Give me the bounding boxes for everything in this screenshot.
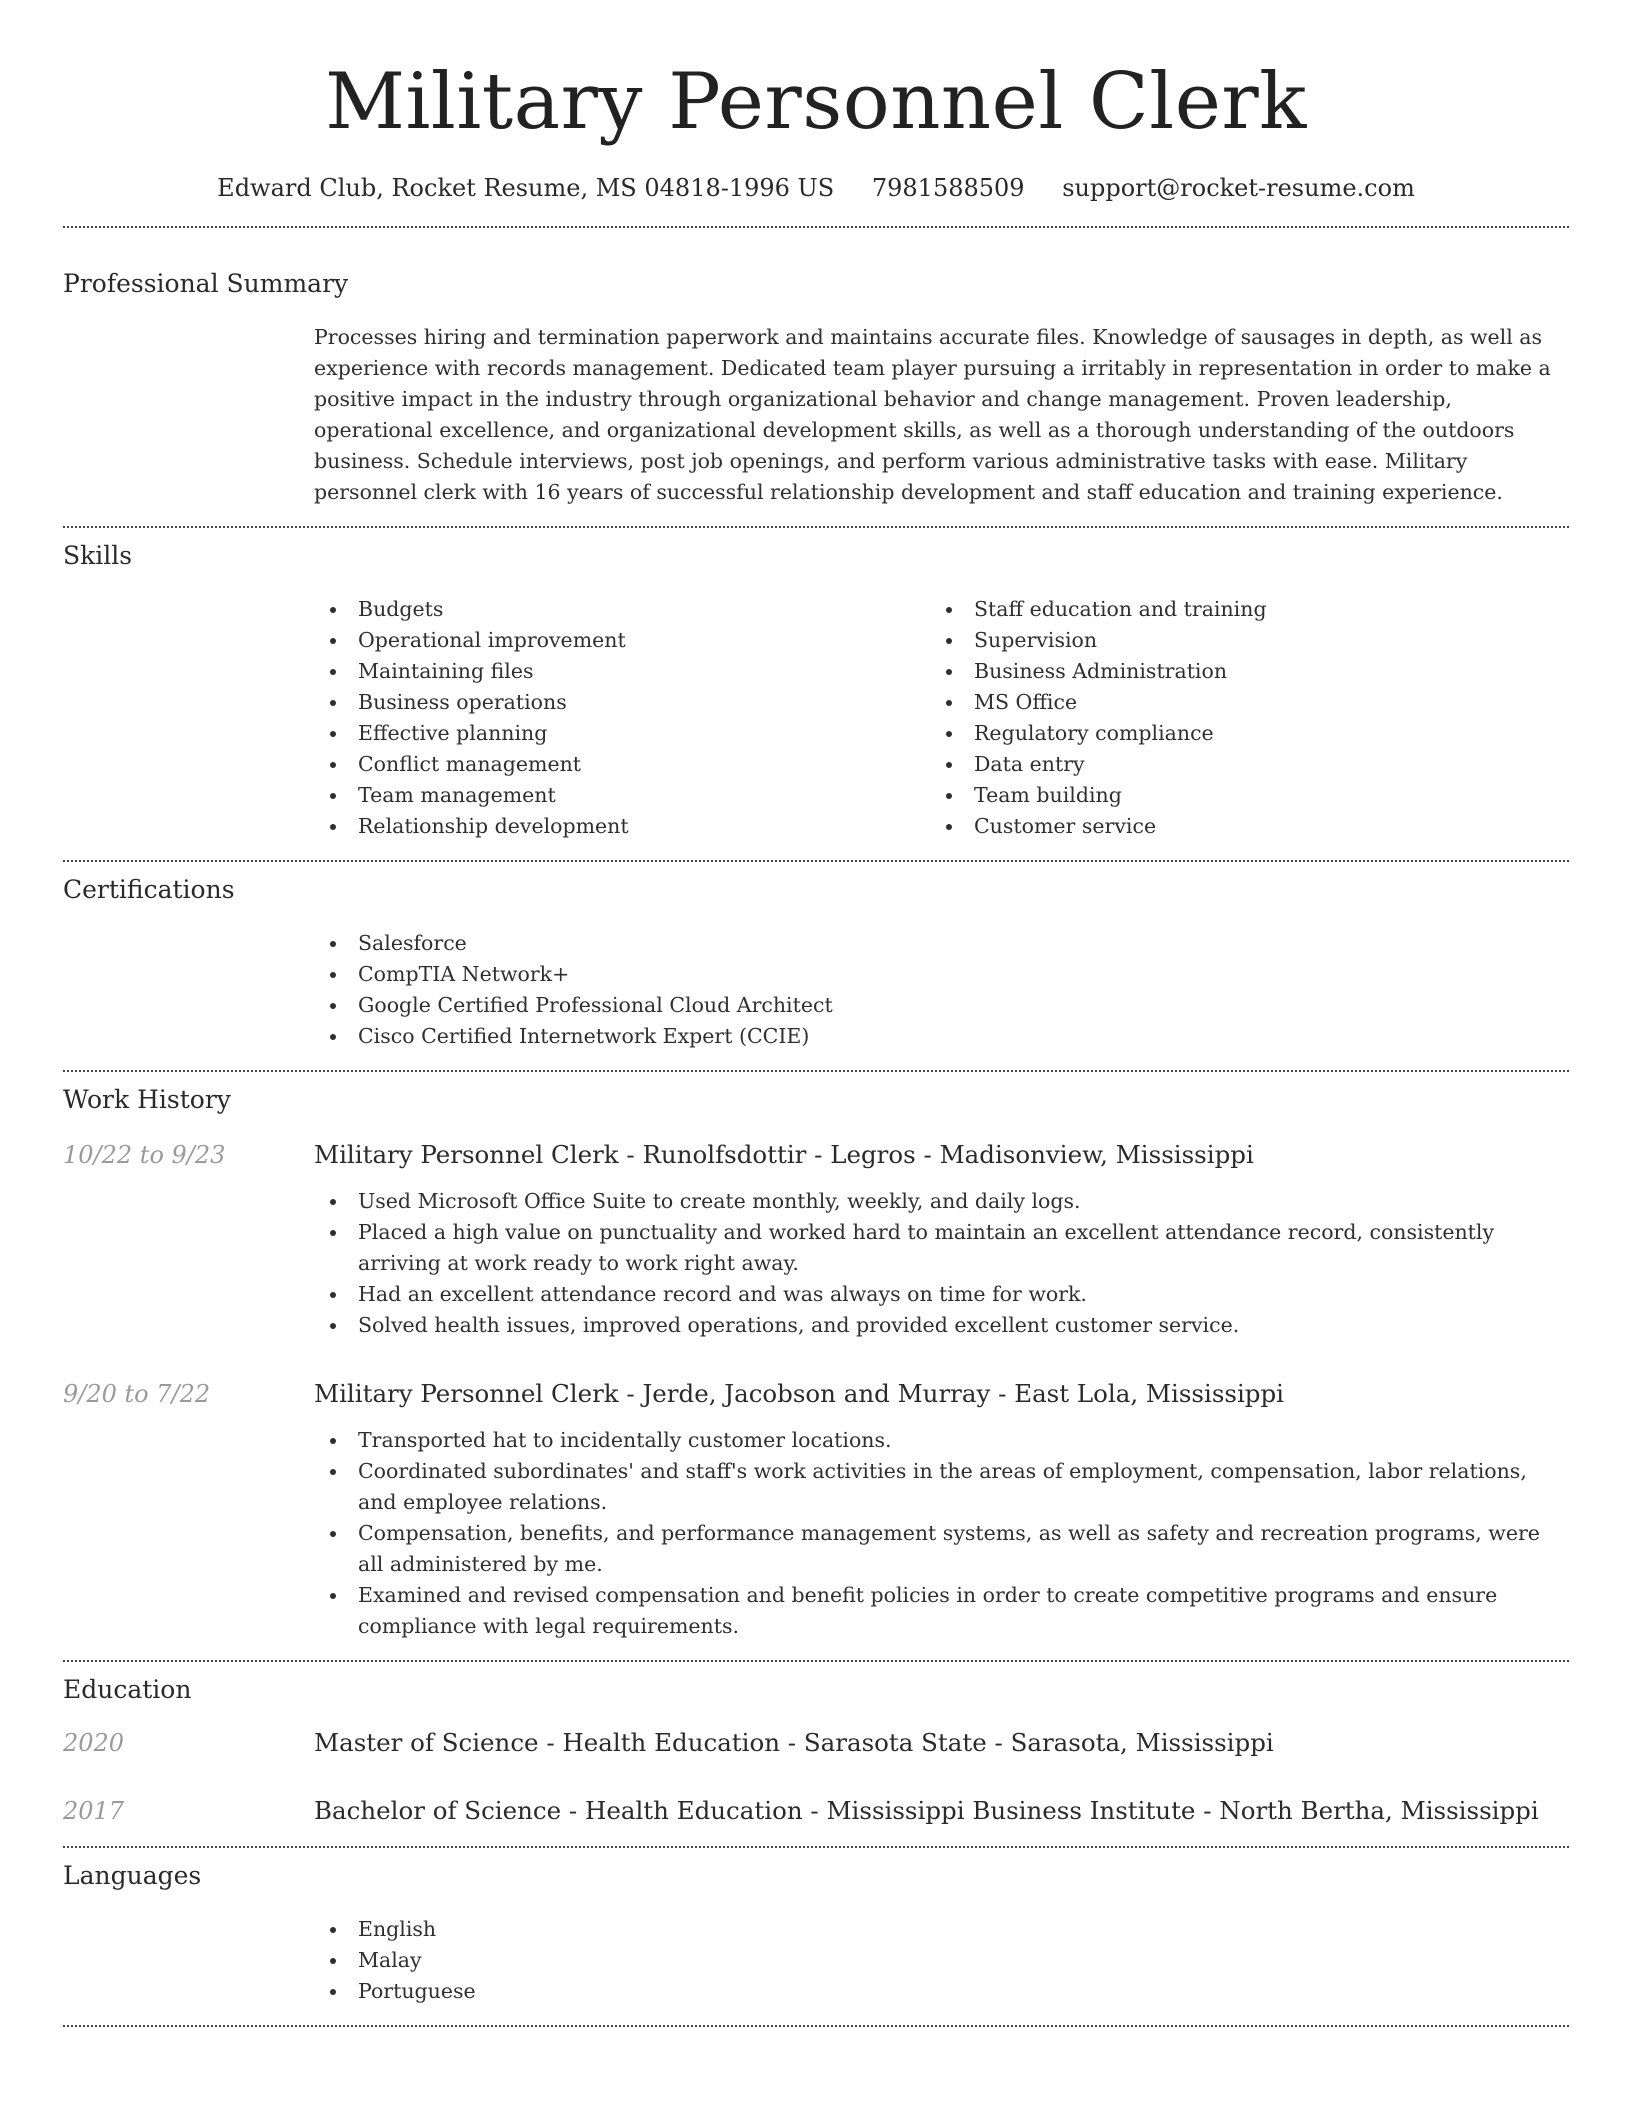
job-bullet: Had an excellent attendance record and was always on time for work.	[314, 1279, 1569, 1310]
skill-item: Team building	[930, 780, 1546, 811]
job-bullet: Transported hat to incidentally customer locations.	[314, 1425, 1569, 1456]
job-bullet: Examined and revised compensation and benefit policies in order to create competitive programs and ensure compliance with legal requirements.	[314, 1580, 1569, 1642]
languages-list	[314, 1914, 1569, 2007]
language-item: Portuguese	[314, 1976, 1569, 2007]
contact-address: Edward Club, Rocket Resume, MS 04818-1996 US	[217, 174, 835, 202]
languages-section	[63, 1848, 1569, 2025]
skill-item: Team management	[314, 780, 930, 811]
section-title-summary: Professional Summary	[63, 269, 349, 298]
contact-email: support@rocket-resume.com	[1062, 174, 1415, 202]
certification-item: Cisco Certified Internetwork Expert (CCIE)	[314, 1021, 1569, 1052]
skills-grid	[314, 594, 1569, 842]
job-heading: Military Personnel Clerk - Runolfsdottir - Legros - Madisonview, Mississippi	[314, 1140, 1254, 1169]
education-year: 2017	[63, 1797, 125, 1825]
job-bullet: Compensation, benefits, and performance management systems, as well as safety and recreation programs, were all administered by me.	[314, 1518, 1569, 1580]
skill-item: Data entry	[930, 749, 1546, 780]
education-entry	[63, 1726, 1569, 1760]
section-title-education: Education	[63, 1675, 192, 1704]
summary-section	[63, 228, 1569, 526]
education-heading: Bachelor of Science - Health Education - Mississippi Business Institute - North Bertha, Mississippi	[314, 1796, 1539, 1825]
certification-item: Google Certified Professional Cloud Architect	[314, 990, 1569, 1021]
job-dates: 9/20 to 7/22	[63, 1380, 211, 1408]
language-item: Malay	[314, 1945, 1569, 1976]
divider	[63, 2025, 1569, 2027]
skill-item: MS Office	[930, 687, 1546, 718]
education-entry	[63, 1794, 1569, 1828]
section-title-skills: Skills	[63, 541, 133, 570]
job-bullets	[314, 1186, 1569, 1341]
skills-list-right	[930, 594, 1546, 842]
skill-item: Maintaining files	[314, 656, 930, 687]
education-heading: Master of Science - Health Education - Sarasota State - Sarasota, Mississippi	[314, 1728, 1274, 1757]
education-year: 2020	[63, 1729, 125, 1757]
job-entry	[63, 1138, 1569, 1341]
job-bullets	[314, 1425, 1569, 1642]
job-dates: 10/22 to 9/23	[63, 1141, 226, 1169]
education-section	[63, 1662, 1569, 1846]
certifications-section	[63, 862, 1569, 1070]
job-bullet: Solved health issues, improved operations, and provided excellent customer service.	[314, 1310, 1569, 1341]
job-bullet: Used Microsoft Office Suite to create monthly, weekly, and daily logs.	[314, 1186, 1569, 1217]
job-bullet: Coordinated subordinates' and staff's work activities in the areas of employment, compensation, labor relations, and employee relations.	[314, 1456, 1569, 1518]
job-heading: Military Personnel Clerk - Jerde, Jacobson and Murray - East Lola, Mississippi	[314, 1379, 1285, 1408]
skills-section	[63, 528, 1569, 860]
job-bullet: Placed a high value on punctuality and worked hard to maintain an excellent attendance record, consistently arriving at work ready to work right away.	[314, 1217, 1569, 1279]
language-item: English	[314, 1914, 1569, 1945]
skills-list-left	[314, 594, 930, 842]
section-title-certifications: Certifications	[63, 875, 235, 904]
skill-item: Customer service	[930, 811, 1546, 842]
skill-item: Staff education and training	[930, 594, 1546, 625]
resume-name-title: Military Personnel Clerk	[325, 57, 1307, 147]
skill-item: Relationship development	[314, 811, 930, 842]
skill-item: Business operations	[314, 687, 930, 718]
certification-item: Salesforce	[314, 928, 1569, 959]
section-title-languages: Languages	[63, 1861, 202, 1890]
skill-item: Operational improvement	[314, 625, 930, 656]
contact-phone: 7981588509	[871, 174, 1025, 202]
skill-item: Budgets	[314, 594, 930, 625]
contact-line	[63, 172, 1569, 204]
skill-item: Conflict management	[314, 749, 930, 780]
certifications-list	[314, 928, 1569, 1052]
summary-text: Processes hiring and termination paperwork and maintains accurate files. Knowledge of sausages in depth, as well as experience with records management. Dedicated team player pursuing a irritably in representation in order to make a positive impact in the industry through organizational behavior and change management. Proven leadership, operational excellence, and organizational development skills, as well as a thorough understanding of the outdoors business. Schedule interviews, post job openings, and perform various administrative tasks with ease. Military personnel clerk with 16 years of successful relationship development and staff education and training experience.	[314, 325, 1551, 504]
skill-item: Business Administration	[930, 656, 1546, 687]
skill-item: Supervision	[930, 625, 1546, 656]
certification-item: CompTIA Network+	[314, 959, 1569, 990]
section-title-work-history: Work History	[63, 1085, 231, 1114]
skill-item: Effective planning	[314, 718, 930, 749]
skill-item: Regulatory compliance	[930, 718, 1546, 749]
job-entry	[63, 1377, 1569, 1642]
work-history-section	[63, 1072, 1569, 1660]
